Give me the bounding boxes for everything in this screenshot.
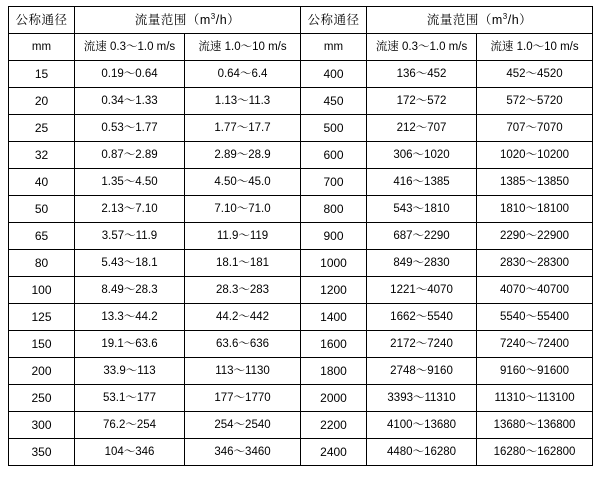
table-row <box>9 439 593 466</box>
cell-low-left: 53.1～177 <box>75 385 185 412</box>
table-row <box>9 277 593 304</box>
cell-low-left: 76.2～254 <box>75 412 185 439</box>
header-speed-high-right: 流速 1.0～10 m/s <box>477 34 593 61</box>
cell-low-right: 1662～5540 <box>367 304 477 331</box>
table-row <box>9 385 593 412</box>
cell-high-right: 1020～10200 <box>477 142 593 169</box>
table-row <box>9 196 593 223</box>
cell-high-left: 11.9～119 <box>185 223 301 250</box>
cell-high-right: 707～7070 <box>477 115 593 142</box>
table-row <box>9 142 593 169</box>
header-unit-right-prefix: （m <box>478 13 503 27</box>
cell-dn-left: 300 <box>9 412 75 439</box>
cell-dn-right: 2400 <box>301 439 367 466</box>
cell-low-right: 212～707 <box>367 115 477 142</box>
cell-low-left: 3.57～11.9 <box>75 223 185 250</box>
cell-low-left: 33.9～113 <box>75 358 185 385</box>
cell-dn-left: 80 <box>9 250 75 277</box>
table-row <box>9 331 593 358</box>
cell-dn-right: 800 <box>301 196 367 223</box>
cell-high-right: 2290～22900 <box>477 223 593 250</box>
cell-dn-left: 25 <box>9 115 75 142</box>
header-unit-left-sup: 3 <box>210 11 216 21</box>
cell-low-left: 0.53～1.77 <box>75 115 185 142</box>
header-flow-range-right <box>367 7 593 34</box>
table-row <box>9 88 593 115</box>
cell-dn-right: 900 <box>301 223 367 250</box>
table-row <box>9 115 593 142</box>
cell-high-right: 4070～40700 <box>477 277 593 304</box>
cell-high-left: 7.10～71.0 <box>185 196 301 223</box>
cell-high-right: 572～5720 <box>477 88 593 115</box>
table-row <box>9 304 593 331</box>
header-flow-range-left <box>75 7 301 34</box>
cell-low-left: 5.43～18.1 <box>75 250 185 277</box>
cell-low-right: 849～2830 <box>367 250 477 277</box>
cell-low-right: 172～572 <box>367 88 477 115</box>
cell-low-right: 136～452 <box>367 61 477 88</box>
cell-low-left: 2.13～7.10 <box>75 196 185 223</box>
cell-low-right: 687～2290 <box>367 223 477 250</box>
cell-dn-right: 2000 <box>301 385 367 412</box>
cell-low-right: 2172～7240 <box>367 331 477 358</box>
cell-dn-left: 32 <box>9 142 75 169</box>
cell-high-left: 28.3～283 <box>185 277 301 304</box>
cell-high-left: 113～1130 <box>185 358 301 385</box>
cell-low-right: 306～1020 <box>367 142 477 169</box>
cell-low-left: 13.3～44.2 <box>75 304 185 331</box>
cell-low-left: 1.35～4.50 <box>75 169 185 196</box>
table-row <box>9 61 593 88</box>
cell-high-right: 1385～13850 <box>477 169 593 196</box>
table-row <box>9 223 593 250</box>
cell-dn-right: 700 <box>301 169 367 196</box>
header-speed-low-left: 流速 0.3～1.0 m/s <box>75 34 185 61</box>
header-unit-mm-right: mm <box>301 34 367 61</box>
cell-high-left: 18.1～181 <box>185 250 301 277</box>
cell-low-right: 416～1385 <box>367 169 477 196</box>
cell-dn-right: 600 <box>301 142 367 169</box>
cell-low-right: 4480～16280 <box>367 439 477 466</box>
cell-low-left: 0.34～1.33 <box>75 88 185 115</box>
cell-dn-right: 1200 <box>301 277 367 304</box>
table-row <box>9 358 593 385</box>
header-row-main <box>9 7 593 34</box>
cell-high-right: 9160～91600 <box>477 358 593 385</box>
header-nominal-diameter-left: 公称通径 <box>9 7 75 34</box>
header-unit-mm-left: mm <box>9 34 75 61</box>
cell-high-left: 1.13～11.3 <box>185 88 301 115</box>
header-unit-left-prefix: （m <box>186 13 211 27</box>
cell-high-right: 5540～55400 <box>477 304 593 331</box>
cell-low-left: 8.49～28.3 <box>75 277 185 304</box>
cell-high-left: 63.6～636 <box>185 331 301 358</box>
table-row <box>9 412 593 439</box>
cell-dn-left: 50 <box>9 196 75 223</box>
cell-dn-right: 1600 <box>301 331 367 358</box>
cell-high-left: 254～2540 <box>185 412 301 439</box>
cell-dn-right: 1000 <box>301 250 367 277</box>
table-body <box>9 61 593 466</box>
cell-dn-left: 200 <box>9 358 75 385</box>
cell-high-right: 16280～162800 <box>477 439 593 466</box>
cell-dn-left: 15 <box>9 61 75 88</box>
cell-high-left: 346～3460 <box>185 439 301 466</box>
header-unit-right-sup: 3 <box>502 11 508 21</box>
cell-high-left: 4.50～45.0 <box>185 169 301 196</box>
cell-high-right: 2830～28300 <box>477 250 593 277</box>
cell-dn-left: 350 <box>9 439 75 466</box>
header-unit-left-suffix: /h） <box>215 13 241 27</box>
header-flow-range-right-text: 流量范围 <box>426 13 479 27</box>
cell-dn-right: 450 <box>301 88 367 115</box>
cell-low-left: 19.1～63.6 <box>75 331 185 358</box>
cell-high-right: 13680～136800 <box>477 412 593 439</box>
cell-dn-left: 250 <box>9 385 75 412</box>
cell-dn-right: 400 <box>301 61 367 88</box>
cell-low-right: 4100～13680 <box>367 412 477 439</box>
cell-low-right: 3393～11310 <box>367 385 477 412</box>
cell-dn-right: 500 <box>301 115 367 142</box>
header-speed-low-right: 流速 0.3～1.0 m/s <box>367 34 477 61</box>
cell-high-left: 44.2～442 <box>185 304 301 331</box>
header-unit-right-suffix: /h） <box>507 13 533 27</box>
cell-low-left: 0.19～0.64 <box>75 61 185 88</box>
cell-high-left: 1.77～17.7 <box>185 115 301 142</box>
cell-low-right: 543～1810 <box>367 196 477 223</box>
header-flow-range-left-text: 流量范围 <box>134 13 187 27</box>
cell-dn-left: 20 <box>9 88 75 115</box>
cell-high-left: 0.64～6.4 <box>185 61 301 88</box>
table-row <box>9 169 593 196</box>
cell-dn-left: 100 <box>9 277 75 304</box>
cell-low-left: 0.87～2.89 <box>75 142 185 169</box>
cell-low-right: 2748～9160 <box>367 358 477 385</box>
cell-dn-left: 125 <box>9 304 75 331</box>
cell-high-left: 2.89～28.9 <box>185 142 301 169</box>
cell-high-left: 177～1770 <box>185 385 301 412</box>
cell-low-right: 1221～4070 <box>367 277 477 304</box>
cell-dn-left: 65 <box>9 223 75 250</box>
header-nominal-diameter-right: 公称通径 <box>301 7 367 34</box>
flow-range-table <box>8 6 593 466</box>
cell-dn-left: 40 <box>9 169 75 196</box>
cell-dn-left: 150 <box>9 331 75 358</box>
header-row-sub <box>9 34 593 61</box>
header-speed-high-left: 流速 1.0～10 m/s <box>185 34 301 61</box>
cell-dn-right: 1800 <box>301 358 367 385</box>
cell-high-right: 1810～18100 <box>477 196 593 223</box>
cell-high-right: 11310～113100 <box>477 385 593 412</box>
table-header <box>9 7 593 61</box>
cell-high-right: 452～4520 <box>477 61 593 88</box>
table-row <box>9 250 593 277</box>
cell-low-left: 104～346 <box>75 439 185 466</box>
cell-dn-right: 1400 <box>301 304 367 331</box>
cell-dn-right: 2200 <box>301 412 367 439</box>
cell-high-right: 7240～72400 <box>477 331 593 358</box>
